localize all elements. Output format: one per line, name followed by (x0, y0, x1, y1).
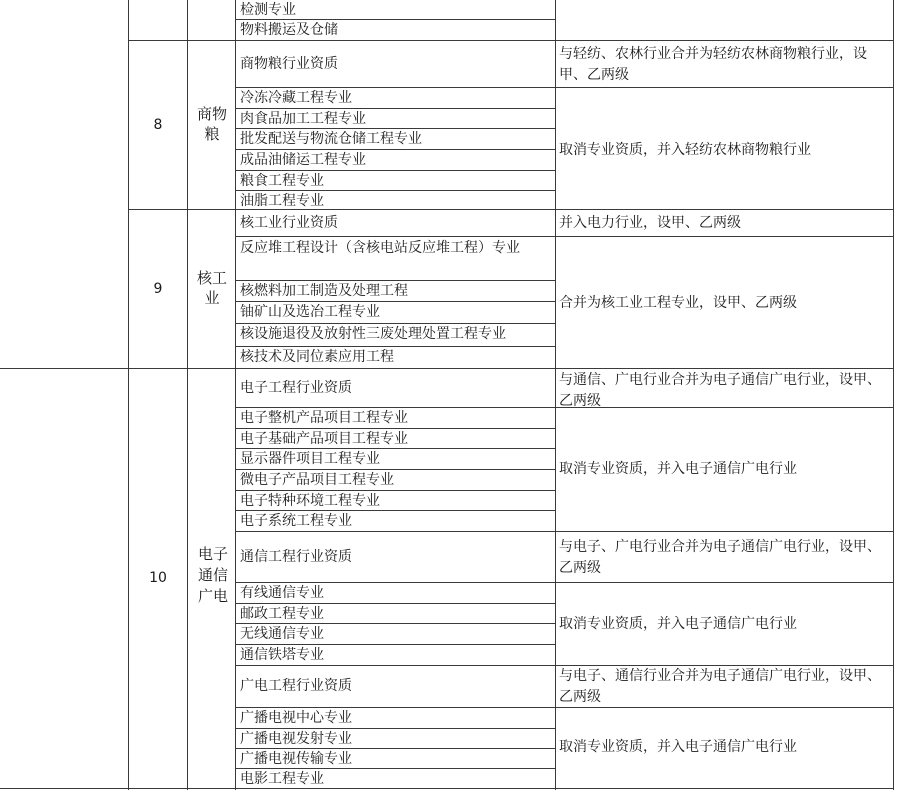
item-cell: 电子特种环境工程专业 (236, 491, 555, 512)
item-cell: 商物粮行业资质 (236, 41, 555, 88)
item-cell: 电影工程专业 (240, 771, 324, 787)
note-cell: 与轻纺、农林行业合并为轻纺农林商物粮行业，设甲、乙两级 (559, 46, 867, 83)
note-cell: 合并为核工业工程专业，设甲、乙两级 (559, 295, 797, 311)
note-cell: 取消专业资质，并入轻纺农林商物粮行业 (559, 142, 811, 158)
item-cell: 油脂工程专业 (240, 192, 324, 209)
item-cell: 通信工程行业资质 (236, 532, 555, 583)
note-cell: 与电子、广电行业合并为电子通信广电行业，设甲、乙两级 (559, 539, 881, 576)
item-cell: 核工业行业资质 (236, 210, 555, 237)
industry-name: 电子通信广电 (197, 545, 228, 605)
item-cell: 通信铁塔专业 (236, 645, 555, 666)
item-cell: 微电子产品项目工程专业 (236, 470, 555, 491)
note-line (555, 582, 894, 583)
note-cell: 取消专业资质，并入电子通信广电行业 (559, 616, 797, 632)
note-cell: 取消专业资质，并入电子通信广电行业 (559, 739, 797, 755)
item-cell: 肉食品加工工程专业 (236, 109, 555, 130)
item-cell: 成品油储运工程专业 (236, 150, 555, 171)
industry-name: 商物粮 (196, 105, 227, 143)
industry-name: 核工业 (196, 269, 227, 307)
item-cell: 检测专业 (236, 0, 555, 20)
note-line (555, 87, 894, 88)
item-cell: 广播电视传输专业 (236, 749, 555, 769)
item-cell: 反应堆工程设计（含核电站反应堆工程）专业 (236, 237, 555, 281)
note-cell: 与通信、广电行业合并为电子通信广电行业，设甲、乙两级 (559, 372, 881, 408)
item-cell: 广播电视发射专业 (236, 729, 555, 750)
item-cell: 冷冻冷藏工程专业 (236, 88, 555, 109)
row-number: 8 (153, 117, 163, 133)
col-line-item (555, 0, 556, 790)
row-number: 10 (149, 570, 167, 586)
item-cell: 核技术及同位素应用工程 (240, 349, 394, 365)
item-cell: 批发配送与物流仓储工程专业 (236, 129, 555, 150)
item-cell: 电子系统工程专业 (236, 511, 555, 532)
item-cell: 核燃料加工制造及处理工程 (236, 281, 555, 302)
item-cell: 物料搬运及仓储 (240, 22, 338, 38)
item-cell: 核设施退役及放射性三废处理处置工程专业 (236, 324, 555, 347)
item-cell: 电子工程行业资质 (236, 369, 555, 408)
col-line-num (187, 0, 188, 790)
item-cell: 无线通信专业 (236, 624, 555, 645)
note-line (555, 236, 894, 237)
col-line-right (893, 0, 894, 790)
item-cell: 显示器件项目工程专业 (236, 449, 555, 470)
item-cell: 铀矿山及选冶工程专业 (236, 302, 555, 324)
item-cell: 粮食工程专业 (236, 171, 555, 191)
item-cell: 广电工程行业资质 (236, 666, 555, 708)
note-line (555, 531, 894, 532)
note-cell: 取消专业资质，并入电子通信广电行业 (559, 461, 797, 477)
row-line-bottom (0, 788, 894, 789)
note-cell: 并入电力行业，设甲、乙两级 (559, 215, 741, 231)
item-cell: 有线通信专业 (236, 583, 555, 604)
item-cell: 广播电视中心专业 (236, 708, 555, 729)
note-cell: 与电子、通信行业合并为电子通信广电行业，设甲、乙两级 (559, 668, 881, 705)
item-cell: 电子整机产品项目工程专业 (236, 408, 555, 429)
item-cell: 电子基础产品项目工程专业 (236, 429, 555, 450)
row-number: 9 (153, 281, 163, 297)
item-cell: 邮政工程专业 (236, 604, 555, 625)
